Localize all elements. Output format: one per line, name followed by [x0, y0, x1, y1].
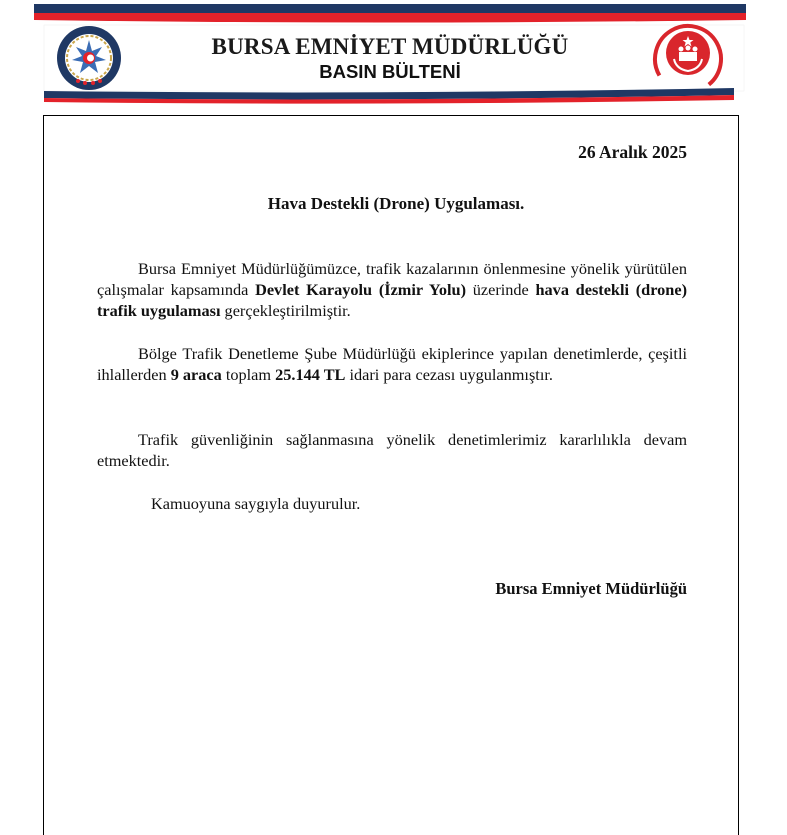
- banner-subtitle: BASIN BÜLTENİ: [319, 61, 461, 82]
- paragraph-text: üzerinde: [466, 280, 536, 299]
- highlight-road: Devlet Karayolu (İzmir Yolu): [255, 280, 467, 299]
- highlight-operation: hava destekli (drone) trafik uygulaması: [97, 280, 687, 320]
- signature: Bursa Emniyet Müdürlüğü: [495, 579, 687, 598]
- paragraph-text: idari para cezası uygulanmıştır.: [345, 365, 553, 384]
- paragraph-text: Bölge Trafik Denetleme Şube Müdürlüğü ekiplerince yapılan denetimlerde, çeşitli ihlallerden: [97, 344, 687, 384]
- paragraph-text: Bursa Emniyet Müdürlüğümüzce, trafik kazalarının önlenmesine yönelik yürütülen çalışmalar kapsamında: [97, 259, 687, 299]
- top-navy-stripe: [34, 4, 746, 14]
- banner-title: BURSA EMNİYET MÜDÜRLÜĞÜ: [211, 34, 569, 59]
- document-heading: Hava Destekli (Drone) Uygulaması.: [267, 194, 525, 213]
- paragraph-3: [97, 429, 687, 471]
- paragraph-text: Trafik güvenliğinin sağlanmasına yönelik denetimlerimiz kararlılıkla devam etmektedir.: [97, 430, 687, 470]
- document-frame: [43, 115, 739, 835]
- paragraph-text: toplam: [221, 365, 276, 384]
- highlight-vehicle-count: 9 araca: [170, 365, 222, 384]
- top-red-stripe: [34, 13, 746, 23]
- document-date: 26 Aralık 2025: [578, 142, 687, 162]
- highlight-fine-amount: 25.144 TL: [275, 365, 346, 384]
- paragraph-1: [97, 258, 687, 321]
- closing-line: Kamuoyuna saygıyla duyurulur.: [151, 494, 361, 513]
- paragraph-2: [97, 343, 687, 385]
- paragraph-text: gerçekleştirilmiştir.: [220, 301, 351, 320]
- press-release-banner: [34, 3, 746, 105]
